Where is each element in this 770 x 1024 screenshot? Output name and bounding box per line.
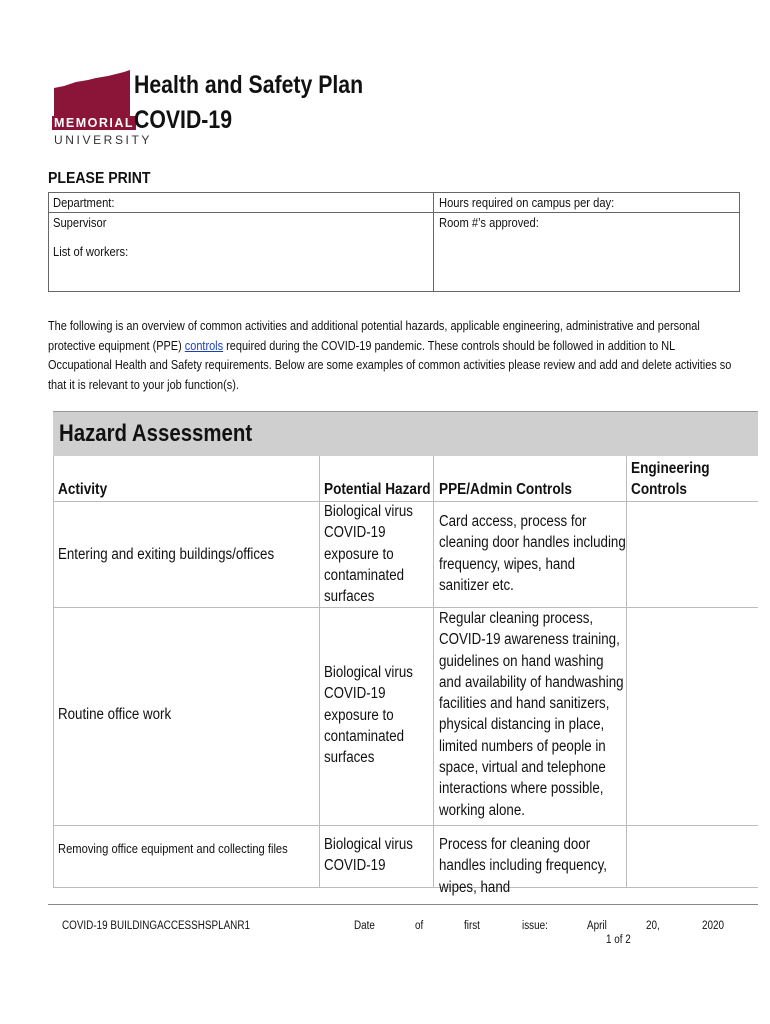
footer-date-word: first: [464, 920, 480, 932]
row-1-ppe: Card access, process for cleaning door handles including frequency, wipes, hand sanitizer etc.: [439, 513, 626, 594]
workers-label: List of workers:: [53, 244, 129, 259]
grid-line: [53, 887, 758, 888]
logo-word-university: UNIVERSITY: [54, 133, 153, 147]
footer-date-word: Date: [354, 920, 375, 932]
hazard-assessment-table: [53, 411, 758, 896]
grid-line: [53, 456, 54, 888]
row-2-ppe: Regular cleaning process, COVID-19 awareness training, guidelines on hand washing and availability of handwashing facilities and hand sanitizers, physical distancing in place, limited numbers of people in space, virtual and telephone interactions where possible, working alone.: [439, 610, 624, 819]
department-cell[interactable]: [49, 193, 433, 213]
column-header-engineering-2: Controls: [631, 481, 687, 498]
intro-text-1: The following is an overview of common activities and additional potential hazards, applicable engineering, administrative and personal protective equipment (PPE): [48, 319, 700, 353]
row-1-hazard: Biological virus COVID-19 exposure to contaminated surfaces: [324, 503, 413, 606]
logo-word-memorial: MEMORIAL: [54, 116, 135, 130]
document-subtitle: COVID-19: [134, 106, 233, 134]
footer-date-word: of: [415, 920, 424, 932]
hazard-title-bar: [53, 411, 758, 456]
department-label: Department:: [53, 195, 115, 210]
hours-label: Hours required on campus per day:: [439, 195, 615, 210]
footer-date-word: 20,: [646, 920, 660, 932]
footer-date-word: issue:: [522, 920, 548, 932]
info-left-cell: [49, 193, 434, 291]
column-header-engineering: Engineering: [631, 460, 710, 477]
grid-line: [53, 825, 758, 826]
grid-line: [319, 456, 320, 888]
page-number: 1 of 2: [606, 934, 631, 946]
controls-link[interactable]: controls: [184, 338, 224, 353]
room-label: Room #’s approved:: [439, 215, 539, 230]
supervisor-label: Supervisor: [53, 215, 107, 230]
info-form-table: [48, 192, 740, 292]
intro-paragraph: [48, 317, 739, 395]
column-header-activity: Activity: [58, 481, 108, 498]
row-1-activity: Entering and exiting buildings/offices: [58, 546, 275, 563]
please-print-heading: PLEASE PRINT: [48, 170, 151, 187]
footer-divider: [48, 904, 758, 905]
row-2-activity: Routine office work: [58, 706, 172, 723]
row-3-ppe: Process for cleaning door handles including frequency, wipes, hand: [439, 836, 607, 896]
hours-cell[interactable]: [434, 193, 739, 213]
grid-line: [433, 456, 434, 888]
document-title: Health and Safety Plan: [134, 71, 364, 99]
footer-date-word: 2020: [702, 920, 725, 932]
footer-date-word: April: [587, 920, 607, 932]
footer-doc-code: COVID-19 BUILDINGACCESSHSPLANR1: [62, 920, 250, 932]
row-2-hazard: Biological virus COVID-19 exposure to contaminated surfaces: [324, 664, 413, 767]
column-header-ppe: PPE/Admin Controls: [439, 481, 572, 498]
column-header-hazard: Potential Hazard: [324, 481, 431, 498]
intro-text-2: required during the COVID-19 pandemic. These controls should be followed in addition to NL Occupational Health and Safety requirements. Below are some examples of common activities please review and add and delete activities so that it is relevant to your job function(s).: [48, 338, 732, 392]
hazard-table-title: Hazard Assessment: [59, 420, 253, 447]
row-3-hazard: Biological virus COVID-19: [324, 836, 413, 875]
row-3-activity: Removing office equipment and collecting files: [58, 841, 288, 856]
